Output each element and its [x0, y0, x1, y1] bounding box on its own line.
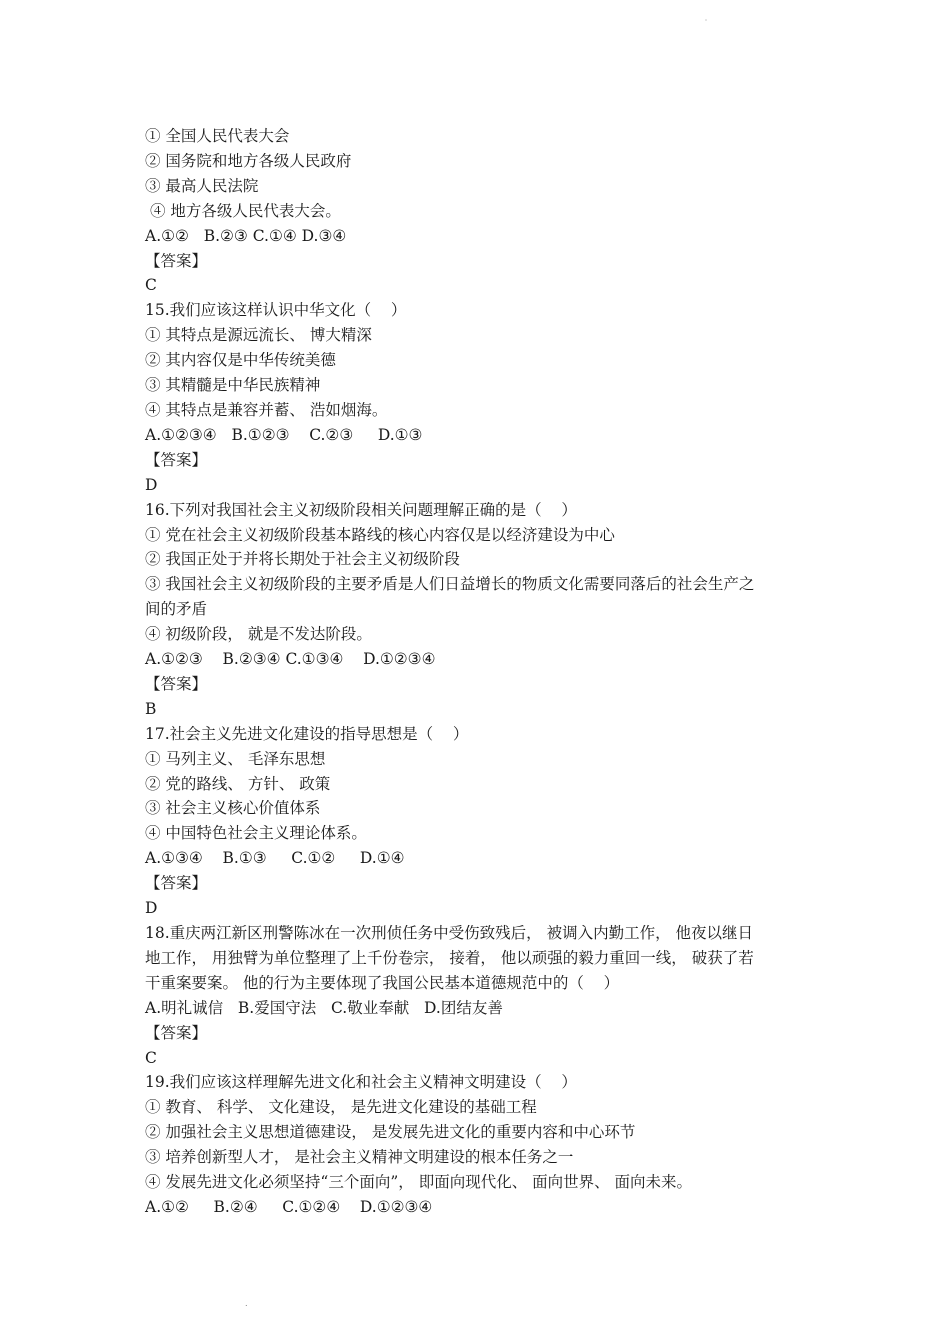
document-line: 15.我们应该这样认识中华文化（ ）: [145, 301, 407, 320]
document-line: ② 我国正处于并将长期处于社会主义初级阶段: [145, 550, 460, 569]
document-line: ④ 中国特色社会主义理论体系。: [145, 824, 367, 843]
document-line: ② 其内容仅是中华传统美德: [145, 351, 336, 370]
document-line: 干重案要案。 他的行为主要体现了我国公民基本道德规范中的（ ）: [145, 973, 620, 992]
document-line: ③ 最高人民法院: [145, 176, 259, 195]
document-line: 19.我们应该这样理解先进文化和社会主义精神文明建设（ ）: [145, 1073, 577, 1092]
document-line: ① 党在社会主义初级阶段基本路线的核心内容仅是以经济建设为中心: [145, 525, 615, 544]
document-line: A.明礼诚信 B.爱国守法 C.敬业奉献 D.团结友善: [145, 998, 503, 1017]
document-line: 地工作， 用独臂为单位整理了上千份卷宗， 接着， 他以顽强的毅力重回一线， 破获了若: [145, 948, 754, 967]
document-line: 【答案】: [145, 674, 208, 693]
document-line: ① 全国人民代表大会: [145, 127, 290, 145]
document-line: 【答案】: [145, 1023, 208, 1042]
document-line: 间的矛盾: [145, 600, 208, 619]
document-line: A.①②③ B.②③④ C.①③④ D.①②③④: [145, 650, 436, 669]
document-line: C: [145, 276, 157, 295]
document-line: ① 教育、 科学、 文化建设， 是先进文化建设的基础工程: [145, 1098, 537, 1117]
document-line: ③ 社会主义核心价值体系: [145, 799, 321, 818]
document-line: ③ 我国社会主义初级阶段的主要矛盾是人们日益增长的物质文化需要同落后的社会生产之: [145, 575, 755, 594]
document-line: 17.社会主义先进文化建设的指导思想是（ ）: [145, 724, 469, 743]
document-line: B: [145, 699, 157, 718]
document-line: ③ 其精髓是中华民族精神: [145, 376, 321, 395]
document-line: ④ 地方各级人民代表大会。: [145, 201, 341, 220]
document-line: ① 其特点是源远流长、 博大精深: [145, 326, 372, 345]
page-mark-bottom: .: [245, 1299, 248, 1308]
document-line: ④ 其特点是兼容并蓄、 浩如烟海。: [145, 400, 388, 419]
document-line: ③ 培养创新型人才， 是社会主义精神文明建设的根本任务之一: [145, 1148, 574, 1167]
document-line: 16.下列对我国社会主义初级阶段相关问题理解正确的是（ ）: [145, 500, 577, 519]
document-line: A.①② B.②④ C.①②④ D.①②③④: [145, 1197, 433, 1216]
document-line: 18.重庆两江新区刑警陈冰在一次刑侦任务中受伤致残后， 被调入内勤工作， 他夜以继日: [145, 924, 754, 942]
document-line: ② 党的路线、 方针、 政策: [145, 774, 331, 793]
document-line: D: [145, 899, 158, 918]
document-line: D: [145, 475, 158, 494]
document-line: ④ 发展先进文化必须坚持“三个面向”， 即面向现代化、 面向世界、 面向未来。: [145, 1173, 693, 1192]
page-mark-top: ˙: [704, 19, 708, 28]
document-line: ② 加强社会主义思想道德建设， 是发展先进文化的重要内容和中心环节: [145, 1123, 636, 1142]
document-line: A.①③④ B.①③ C.①② D.①④: [145, 849, 405, 868]
document-body: [145, 124, 810, 1220]
document-line: C: [145, 1048, 157, 1067]
document-line: ④ 初级阶段， 就是不发达阶段。: [145, 625, 372, 644]
document-line: 【答案】: [145, 874, 208, 893]
document-line: 【答案】: [145, 251, 208, 270]
document-line: A.①② B.②③ C.①④ D.③④: [145, 226, 347, 245]
document-line: ① 马列主义、 毛泽东思想: [145, 749, 326, 768]
document-line: ② 国务院和地方各级人民政府: [145, 151, 352, 170]
document-line: 【答案】: [145, 450, 208, 469]
document-line: A.①②③④ B.①②③ C.②③ D.①③: [145, 425, 423, 444]
